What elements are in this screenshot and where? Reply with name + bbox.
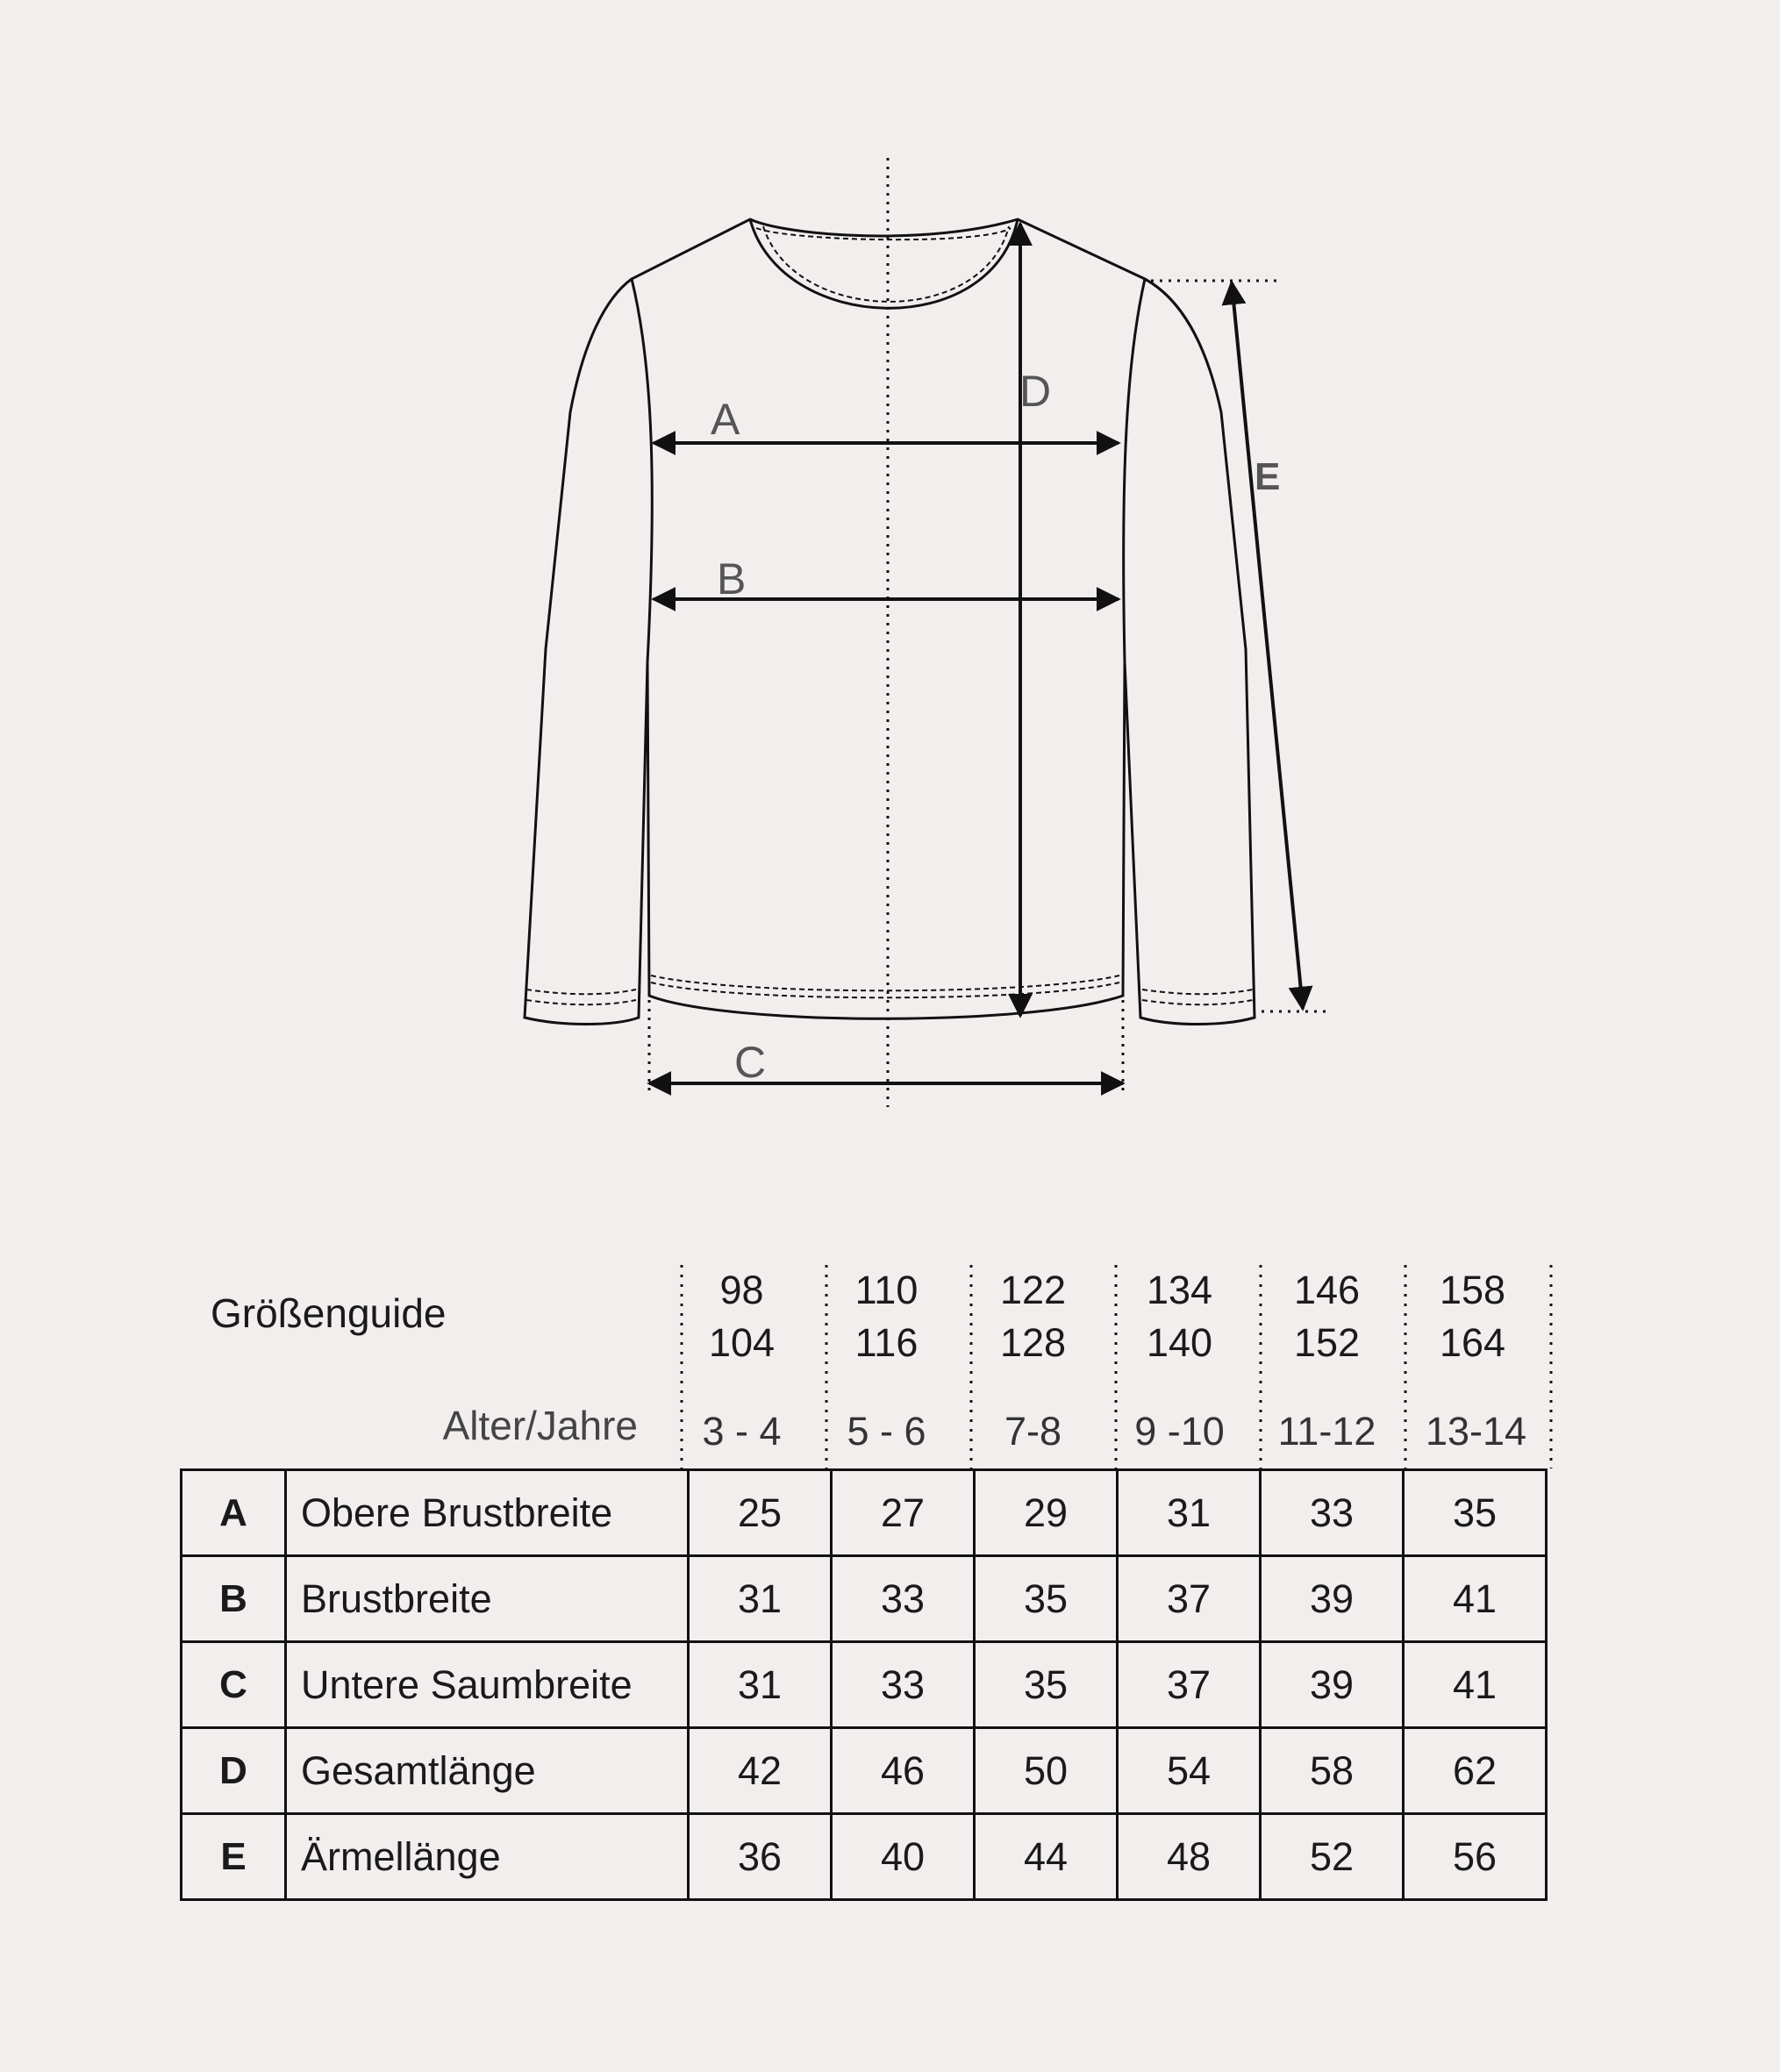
row-label: Gesamtlänge [286,1728,689,1814]
table-cell: 48 [1118,1814,1261,1900]
row-code: A [182,1470,286,1556]
age-label: Alter/Jahre [442,1403,638,1448]
table-cell: 44 [975,1814,1118,1900]
table-row [182,1642,1547,1728]
table-cell: 29 [975,1470,1118,1556]
table-row [182,1814,1547,1900]
table-cell: 31 [1118,1470,1261,1556]
table-cell: 56 [1404,1814,1547,1900]
dimension-label-e: E [1255,455,1281,498]
measurement-table [180,1468,1548,1901]
table-cell: 33 [832,1556,975,1642]
size-2-col1: 104 [708,1320,776,1365]
table-row [182,1556,1547,1642]
row-label: Untere Saumbreite [286,1642,689,1728]
row-label: Ärmellänge [286,1814,689,1900]
row-code: C [182,1642,286,1728]
dimension-label-d: D [1019,367,1052,416]
table-cell: 27 [832,1470,975,1556]
table-cell: 39 [1261,1642,1404,1728]
guide-title: Größenguide [211,1290,447,1336]
table-row [182,1728,1547,1814]
table-cell: 41 [1404,1642,1547,1728]
size-1-col5: 146 [1293,1268,1361,1312]
table-row [182,1470,1547,1556]
table-cell: 37 [1118,1556,1261,1642]
dimension-label-c: C [734,1038,767,1087]
table-cell: 62 [1404,1728,1547,1814]
age-col1: 3 - 4 [702,1409,782,1454]
table-cell: 39 [1261,1556,1404,1642]
age-col4: 9 -10 [1134,1409,1225,1454]
table-cell: 25 [689,1470,832,1556]
size-2-col4: 140 [1146,1320,1213,1365]
size-2-col6: 164 [1439,1320,1506,1365]
table-cell: 41 [1404,1556,1547,1642]
table-cell: 31 [689,1556,832,1642]
table-cell: 42 [689,1728,832,1814]
table-cell: 36 [689,1814,832,1900]
table-cell: 52 [1261,1814,1404,1900]
table-cell: 54 [1118,1728,1261,1814]
table-cell: 33 [1261,1470,1404,1556]
table-cell: 35 [975,1556,1118,1642]
size-1-col3: 122 [999,1268,1067,1312]
table-cell: 37 [1118,1642,1261,1728]
age-col3: 7-8 [1004,1409,1062,1454]
table-cell: 46 [832,1728,975,1814]
row-label: Obere Brustbreite [286,1470,689,1556]
dimension-label-b: B [717,554,747,604]
age-col5: 11-12 [1277,1409,1376,1454]
row-code: D [182,1728,286,1814]
shirt-outline [525,219,1255,1025]
size-2-col3: 128 [999,1320,1067,1365]
age-col2: 5 - 6 [847,1409,926,1454]
row-code: B [182,1556,286,1642]
table-cell: 40 [832,1814,975,1900]
row-label: Brustbreite [286,1556,689,1642]
dimension-label-a: A [711,395,740,444]
size-2-col5: 152 [1293,1320,1361,1365]
size-2-col2: 116 [854,1320,919,1365]
size-1-col1: 98 [719,1268,764,1312]
table-cell: 33 [832,1642,975,1728]
size-1-col2: 110 [854,1268,919,1312]
table-cell: 58 [1261,1728,1404,1814]
row-code: E [182,1814,286,1900]
table-cell: 35 [1404,1470,1547,1556]
table-cell: 35 [975,1642,1118,1728]
size-1-col6: 158 [1439,1268,1506,1312]
table-cell: 31 [689,1642,832,1728]
age-col6: 13-14 [1425,1409,1527,1454]
table-cell: 50 [975,1728,1118,1814]
size-1-col4: 134 [1146,1268,1213,1312]
